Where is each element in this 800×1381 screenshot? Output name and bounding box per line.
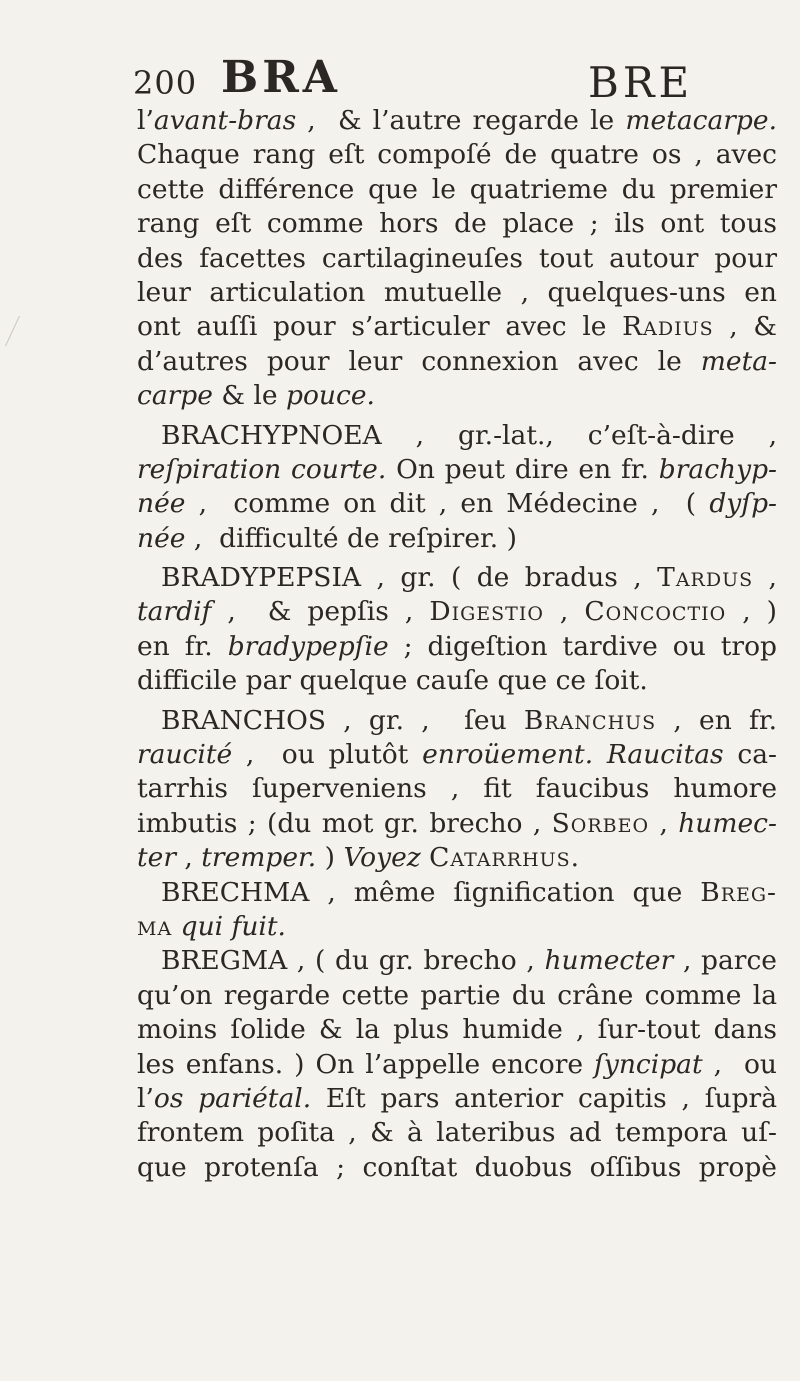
entry-bregma	[137, 944, 777, 978]
text-line	[137, 1048, 777, 1082]
text-segment: Branchus	[523, 704, 657, 736]
text-segment: metacarpe.	[625, 105, 777, 136]
text-line	[137, 664, 777, 698]
text-segment: Concoctio	[584, 596, 727, 628]
text-segment: l’	[137, 105, 154, 136]
text-line	[137, 1082, 777, 1116]
page-number: 200	[133, 64, 198, 102]
text-segment: Tardus	[657, 562, 754, 594]
text-segment: des facettes cartilagineuſes tout autour pour	[137, 242, 777, 274]
text-segment: ,	[543, 596, 585, 628]
text-segment: qu’on regarde cette partie du crâne comme la	[137, 979, 777, 1011]
text-segment: BRANCHOS , gr. , ſeu	[161, 704, 524, 736]
text-line	[137, 979, 777, 1013]
text-segment: tardif	[137, 596, 212, 628]
text-segment: os pariétal.	[153, 1082, 312, 1114]
margin-mark	[0, 316, 20, 346]
text-line	[137, 345, 777, 379]
text-segment: BRACHYPNOEA , gr.-lat., c’eſt-à-dire ,	[161, 419, 777, 451]
text-line	[137, 453, 777, 487]
text-segment: cette différence que le quatrieme du premier	[137, 173, 777, 205]
text-line	[137, 487, 777, 521]
text-segment: ,	[176, 842, 202, 874]
text-line	[137, 207, 777, 241]
text-segment: tremper.	[201, 842, 317, 874]
text-segment: BRECHMA , même ſignification que	[161, 876, 701, 908]
text-segment: avant-bras	[153, 105, 297, 136]
text-segment: dyſp-	[709, 488, 777, 520]
text-segment: pouce.	[286, 380, 375, 412]
text-line	[137, 807, 777, 841]
text-segment: Chaque rang eſt compoſé de quatre os , avec	[137, 139, 777, 171]
text-segment: en fr.	[137, 630, 228, 662]
text-line	[137, 910, 777, 944]
text-segment: que protenſa ; conſtat duobus oſſibus propè	[137, 1151, 777, 1183]
running-head	[133, 52, 694, 107]
dictionary-text	[137, 104, 777, 1185]
text-segment: Digestio	[429, 596, 544, 628]
text-segment: , ou plutôt	[232, 739, 423, 771]
text-segment: d’autres pour leur connexion avec le	[137, 345, 701, 377]
text-line	[137, 522, 777, 556]
text-segment: , & pepſis ,	[211, 596, 430, 628]
text-segment: qui fuit.	[180, 910, 286, 942]
text-line	[137, 138, 777, 172]
text-segment: , en fr.	[656, 704, 777, 736]
text-line	[137, 1151, 777, 1185]
text-segment: Sorbeo	[551, 807, 650, 839]
entry-branchos	[137, 704, 777, 738]
text-segment: ma	[137, 910, 173, 942]
text-line	[137, 630, 777, 664]
text-segment: , & l’autre regarde le	[296, 105, 626, 136]
text-segment: moins ſolide & la plus humide , ſur-tout dans	[137, 1014, 777, 1046]
text-segment: On peut dire en fr.	[386, 453, 659, 485]
text-segment: tarrhis ſuperveniens , fit faucibus humore	[137, 773, 777, 805]
text-segment: ; digeſtion tardive ou trop	[388, 630, 777, 662]
text-segment: Voyez	[343, 842, 421, 874]
text-line	[137, 310, 777, 344]
text-segment: ſyncipat	[594, 1048, 703, 1080]
text-segment: née	[137, 488, 186, 520]
text-segment: brachyp-	[658, 453, 777, 485]
text-segment: Radius	[622, 311, 714, 343]
text-line	[137, 1013, 777, 1047]
text-segment: BRADYPEPSIA , gr. ( de bradus ,	[161, 562, 658, 594]
text-segment: ca-	[723, 739, 777, 771]
text-segment: , )	[726, 596, 777, 628]
text-segment: bradypepſie	[227, 630, 389, 662]
text-segment: Eſt pars anterior capitis , ſuprà	[311, 1082, 777, 1114]
text-segment: , difficulté de reſpirer. )	[185, 522, 517, 554]
left-headword: BRA	[221, 52, 341, 103]
text-segment: Breg-	[700, 876, 777, 908]
text-segment: rang eſt comme hors de place ; ils ont tous	[137, 208, 777, 240]
text-line	[137, 595, 777, 629]
text-segment: , ou	[702, 1048, 778, 1080]
text-segment: & le	[212, 380, 286, 412]
text-segment	[172, 911, 180, 942]
text-segment: BREGMA , ( du gr. brecho ,	[161, 945, 545, 977]
text-segment: humecter	[544, 945, 674, 977]
entry-brechma	[137, 876, 777, 910]
text-segment: , parce	[673, 945, 777, 977]
text-line	[137, 772, 777, 806]
text-segment: frontem poſita , & à lateribus ad tempora uſ-	[137, 1117, 777, 1149]
text-line	[137, 379, 777, 413]
text-segment: ont auſſi pour s’articuler avec le	[137, 311, 623, 343]
text-segment: l’	[137, 1082, 154, 1114]
text-segment: humec-	[678, 807, 777, 839]
text-segment: meta-	[700, 345, 777, 377]
text-segment: imbutis ; (du mot gr. brecho ,	[137, 807, 552, 839]
text-line	[137, 104, 777, 138]
text-segment: enroüement. Raucitas	[422, 739, 724, 771]
text-segment: ,	[753, 562, 777, 594]
entry-bradypepsia	[137, 561, 777, 595]
text-segment: ,	[649, 807, 679, 839]
text-segment	[421, 842, 429, 873]
text-segment: raucité	[137, 739, 233, 771]
text-segment: née	[137, 522, 186, 554]
text-segment: )	[316, 842, 344, 874]
text-line	[137, 276, 777, 310]
right-headword: BRE	[588, 58, 694, 107]
entry-brachypnoea	[137, 419, 777, 453]
text-segment: leur articulation mutuelle , quelques-uns en	[137, 276, 777, 308]
text-segment: Catarrhus.	[429, 842, 581, 874]
text-segment: les enfans. ) On l’appelle encore	[137, 1048, 595, 1080]
text-segment: , comme on dit , en Médecine , (	[185, 488, 710, 520]
text-line	[137, 841, 777, 875]
text-segment: difficile par quelque cauſe que ce ſoit.	[137, 665, 648, 697]
text-line	[137, 242, 777, 276]
text-segment: ter	[137, 842, 176, 874]
text-line	[137, 1116, 777, 1150]
text-segment: , &	[713, 311, 777, 343]
text-segment: reſpiration courte.	[137, 453, 387, 485]
text-line	[137, 738, 777, 772]
text-segment: carpe	[137, 380, 213, 412]
text-line	[137, 173, 777, 207]
